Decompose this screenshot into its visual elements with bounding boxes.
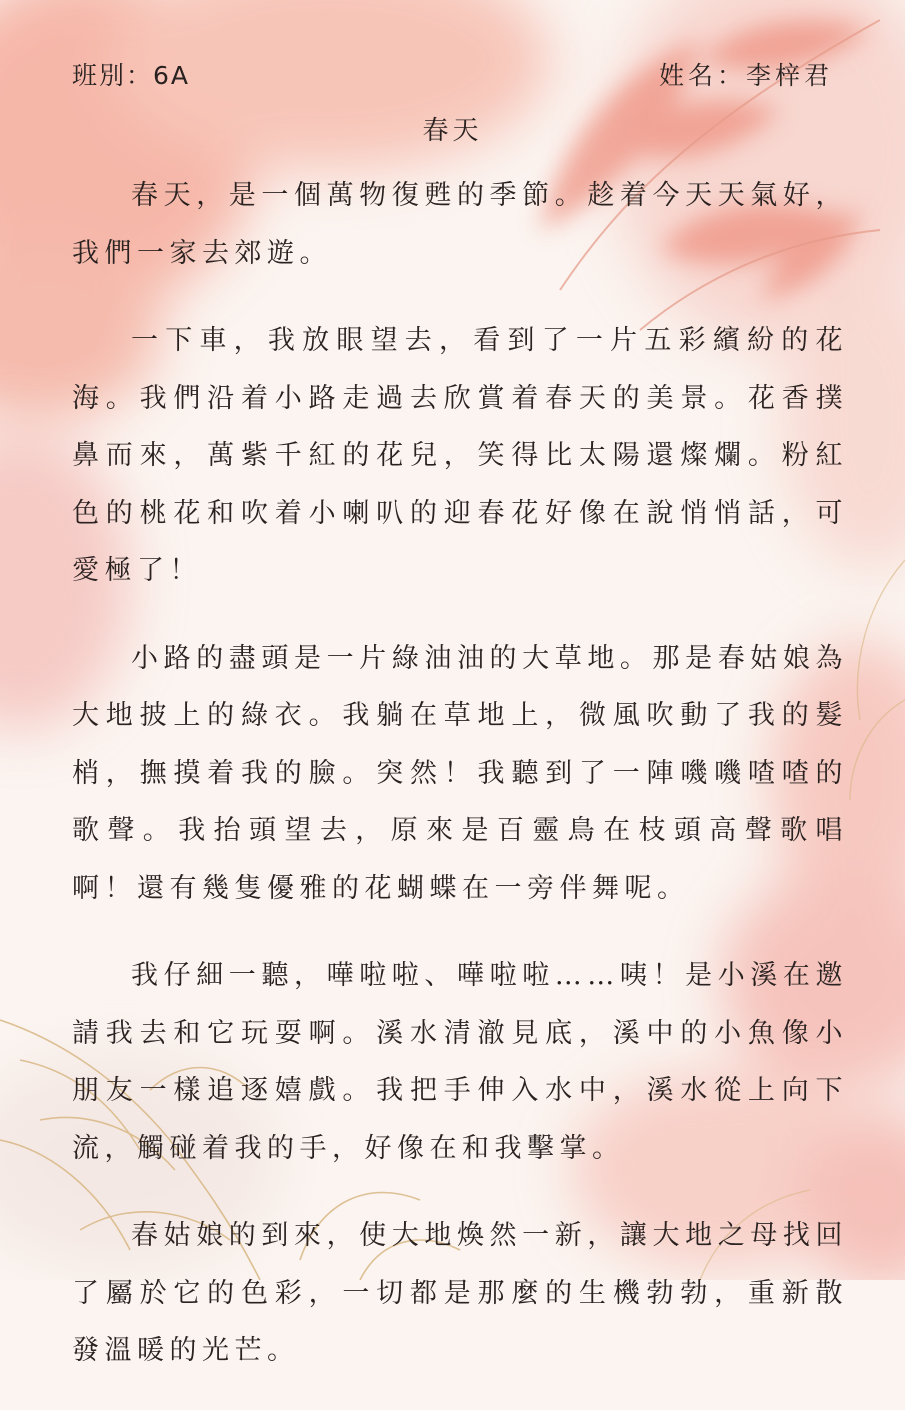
essay-title: 春天 xyxy=(422,116,483,146)
paragraph: 一下車，我放眼望去，看到了一片五彩繽紛的花海。我們沿着小路走過去欣賞着春天的美景。花香撲鼻而來，萬紫千紅的花兒，笑得比太陽還燦爛。粉紅色的桃花和吹着小喇叭的迎春花好像在說悄悄話，可愛極了！ xyxy=(72,325,848,586)
student-name-label: 姓名：李梓君 xyxy=(658,61,833,90)
class-label: 班別：6A xyxy=(72,61,191,90)
essay-body xyxy=(72,167,848,1410)
paragraph: 春天，是一個萬物復甦的季節。趁着今天天氣好，我們一家去郊遊。 xyxy=(72,180,848,269)
paragraph: 小路的盡頭是一片綠油油的大草地。那是春姑娘為大地披上的綠衣。我躺在草地上，微風吹動了我的髮梢，撫摸着我的臉。突然！我聽到了一陣嘰嘰喳喳的歌聲。我抬頭望去，原來是百靈鳥在枝頭高聲歌唱啊！還有幾隻優雅的花蝴蝶在一旁伴舞呢。 xyxy=(72,642,848,904)
paragraph: 春姑娘的到來，使大地煥然一新，讓大地之母找回了屬於它的色彩，一切都是那麼的生機勃勃，重新散發溫暖的光芒。 xyxy=(72,1220,848,1366)
paragraph: 我仔細一聽，嘩啦啦、嘩啦啦……咦！是小溪在邀請我去和它玩耍啊。溪水清澈見底，溪中的小魚像小朋友一樣追逐嬉戲。我把手伸入水中，溪水從上向下流，觸碰着我的手，好像在和我擊掌。 xyxy=(72,960,848,1164)
